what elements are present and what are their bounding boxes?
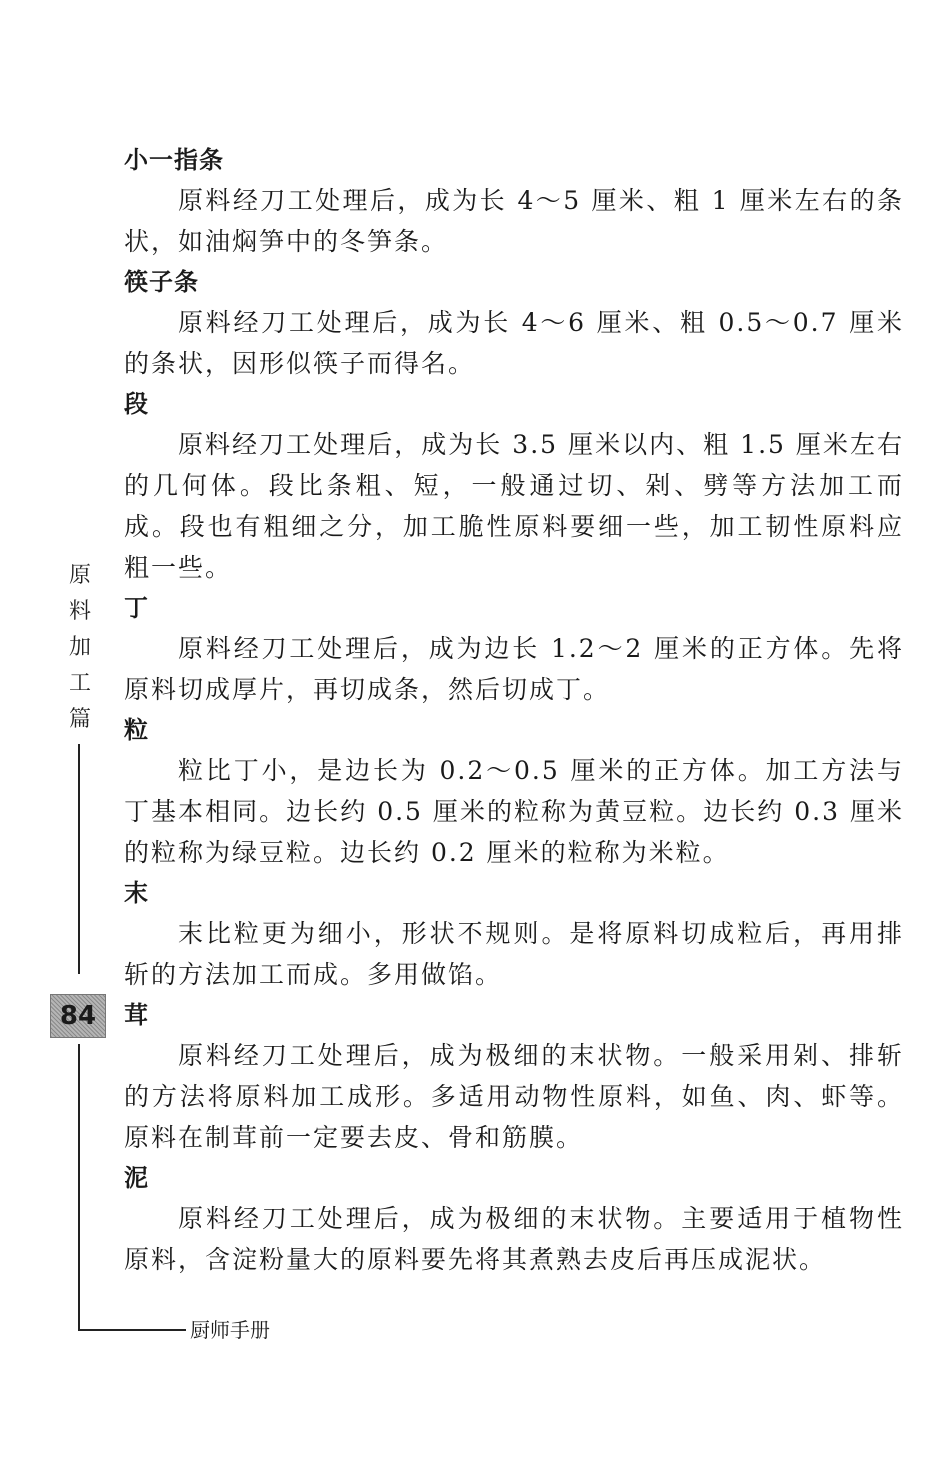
section-body: 原料经刀工处理后，成为极细的末状物。主要适用于植物性原料，含淀粉量大的原料要先将其煮熟去皮后再压成泥状。 [124,1204,904,1274]
section-heading: 段 [124,390,149,418]
page-content [124,140,904,1280]
section-body: 原料经刀工处理后，成为极细的末状物。一般采用剁、排斩的方法将原料加工成形。多适用动物性原料，如鱼、肉、虾等。原料在制茸前一定要去皮、骨和筋膜。 [124,1041,904,1152]
section-heading: 小一指条 [124,146,224,174]
section-heading: 粒 [124,716,149,744]
section-heading: 末 [124,879,149,907]
side-part-title [62,558,98,738]
section-body: 末比粒更为细小，形状不规则。是将原料切成粒后，再用排斩的方法加工而成。多用做馅。 [124,919,904,989]
book-title: 厨师手册 [190,1318,270,1342]
margin-rule-lower [78,1044,80,1330]
section-body: 原料经刀工处理后，成为边长 1.2～2 厘米的正方体。先将原料切成厚片，再切成条，然后切成丁。 [124,634,904,704]
section-heading: 丁 [124,594,149,622]
side-title-char: 料 [68,599,91,624]
page-number: 84 [50,994,106,1038]
side-title-char: 原 [68,563,91,588]
side-title-char: 工 [68,671,91,696]
section-body: 原料经刀工处理后，成为长 3.5 厘米以内、粗 1.5 厘米左右的几何体。段比条粗、短，一般通过切、剁、劈等方法加工而成。段也有粗细之分，加工脆性原料要细一些，加工韧性原料应粗一些。 [124,430,904,582]
section-heading: 茸 [124,1001,149,1029]
section-heading: 筷子条 [124,268,199,296]
side-title-char: 加 [68,635,91,660]
margin-rule-upper [78,744,80,974]
side-title-char: 篇 [68,707,91,732]
section-heading: 泥 [124,1164,149,1192]
section-body: 原料经刀工处理后，成为长 4～6 厘米、粗 0.5～0.7 厘米的条状，因形似筷子而得名。 [124,308,904,378]
section-body: 粒比丁小，是边长为 0.2～0.5 厘米的正方体。加工方法与丁基本相同。边长约 0.5 厘米的粒称为黄豆粒。边长约 0.3 厘米的粒称为绿豆粒。边长约 0.2 厘米的粒称为米粒。 [124,756,904,867]
footer-rule [78,1329,186,1331]
section-body: 原料经刀工处理后，成为长 4～5 厘米、粗 1 厘米左右的条状，如油焖笋中的冬笋条。 [124,186,904,256]
